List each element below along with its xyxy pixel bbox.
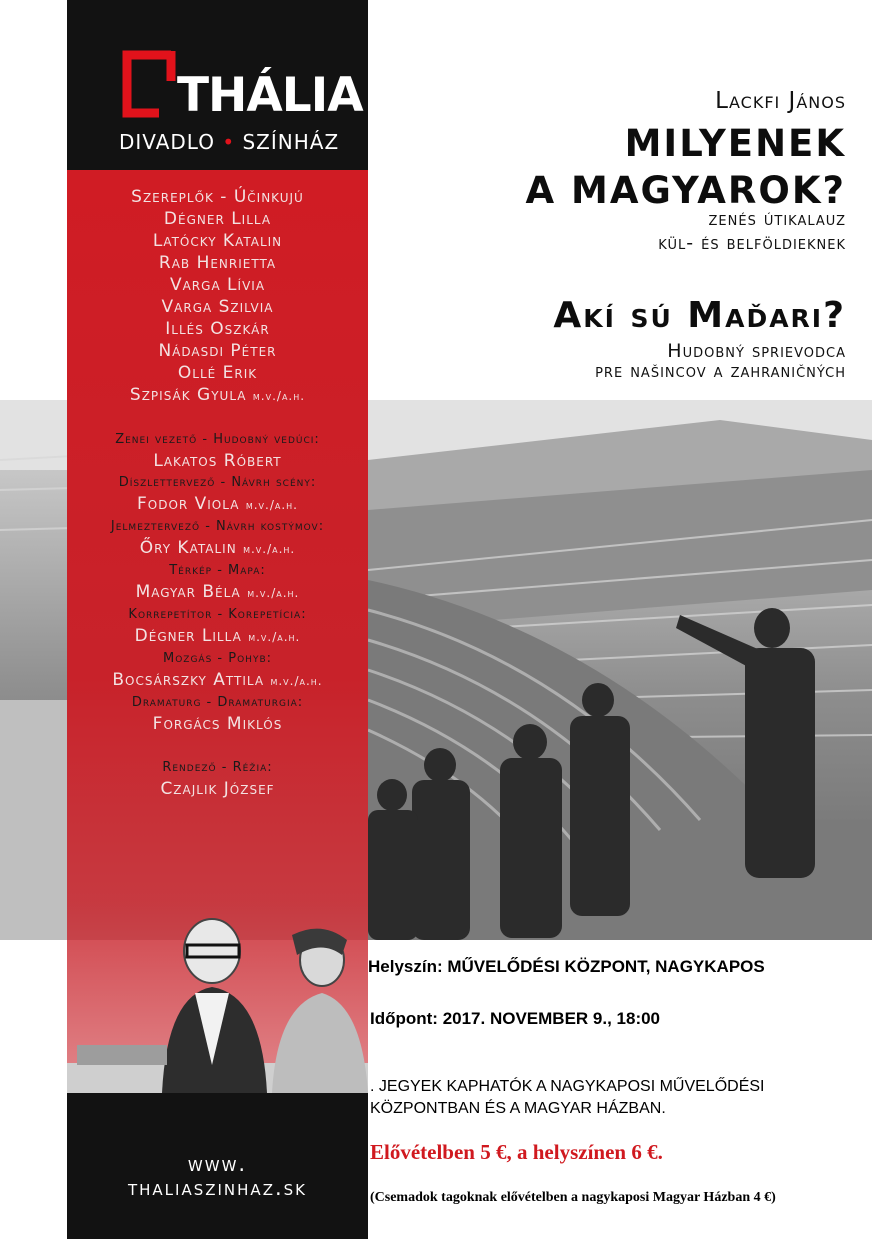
cast-member: Dégner Lilla (163, 209, 272, 229)
ticket-info: . JEGYEK KAPHATÓK A NAGYKAPOSI MŰVELŐDÉSI KÖZPONTBAN ÉS A MAGYAR HÁZBAN. (370, 1078, 765, 1117)
subtitle-hu-line1: zenés útikalauz (708, 208, 846, 230)
logo-sub-right: SZÍNHÁZ (242, 130, 340, 154)
crew-name (67, 669, 368, 692)
date-time: Időpont: 2017. NOVEMBER 9., 18:00 (370, 1009, 661, 1028)
guest-suffix: m.v./a.h. (247, 586, 300, 600)
cast-member-name: Szpisák Gyula (129, 385, 247, 405)
crew-role: Díszlettervező - Návrh scény: (118, 475, 317, 490)
crew-name (67, 493, 368, 516)
thalia-logo-icon (119, 45, 181, 119)
crew-name-text: Bocsárszky Attila (112, 670, 265, 690)
subtitle-sk-line2: pre našincov a zahraničných (595, 360, 846, 382)
crew-name (67, 625, 368, 648)
logo-sub-left: DIVADLO (119, 130, 215, 154)
website-line2: thaliaszinhaz.sk (127, 1176, 308, 1200)
crew-role: Térkép - Mapa: (169, 563, 266, 578)
logo-name: THÁLIA (177, 68, 363, 123)
cast-member: Varga Lívia (169, 275, 266, 295)
author: Lackfi János (715, 88, 846, 114)
crew-name-text: Dégner Lilla (134, 626, 242, 646)
director-name: Czajlik József (160, 779, 275, 799)
credits-list (67, 186, 368, 800)
subtitle-sk-line1: Hudobný sprievodca (667, 340, 846, 362)
crew-role: Dramaturg - Dramaturgia: (131, 695, 304, 710)
crew-name (67, 713, 368, 735)
cast-member: Illés Oszkár (165, 319, 270, 339)
title-hu-line1: MILYENEK (624, 122, 846, 165)
crew-name-text: Fodor Viola (136, 494, 240, 514)
cast-member-guest (67, 384, 368, 407)
cast-member: Nádasdi Péter (158, 341, 277, 361)
crew-role: Mozgás - Pohyb: (162, 651, 272, 666)
logo-subtitle (119, 130, 340, 154)
guest-suffix: m.v./a.h. (248, 630, 301, 644)
price: Elővételben 5 €, a helyszínen 6 €. (370, 1140, 663, 1164)
actors-photo (67, 915, 368, 1093)
subtitle-hu-line2: kül- és belföldieknek (658, 232, 846, 254)
logo-panel (67, 0, 368, 170)
logo-sub-dot: • (222, 130, 236, 154)
title-sk: Akí sú Maďari? (553, 295, 846, 336)
cast-role: Szereplők - Účinkujú (131, 187, 304, 207)
crew-name (67, 537, 368, 560)
title-hu-line2: A MAGYAROK? (525, 169, 846, 212)
event-info (368, 940, 872, 1239)
crew-name-text: Forgács Miklós (152, 714, 283, 734)
director-role: Rendező - Réžia: (162, 760, 273, 775)
crew-role: Zenei vezető - Hudobný vedúci: (115, 432, 320, 447)
cast-member: Varga Szilvia (161, 297, 274, 317)
website-line1: www. (187, 1152, 248, 1176)
guest-suffix: m.v./a.h. (252, 389, 306, 403)
website[interactable] (67, 1152, 368, 1200)
crew-name-text: Magyar Béla (135, 582, 241, 602)
cast-member: Latócky Katalin (152, 231, 283, 251)
crew-name (67, 450, 368, 472)
crew-name-text: Őry Katalin (139, 538, 237, 558)
cast-member: Ollé Erik (177, 363, 258, 383)
cast-member: Rab Henrietta (158, 253, 277, 273)
guest-suffix: m.v./a.h. (243, 542, 296, 556)
guest-suffix: m.v./a.h. (245, 498, 298, 512)
crew-name-text: Lakatos Róbert (153, 451, 282, 471)
venue: Helyszín: MŰVELŐDÉSI KÖZPONT, NAGYKAPOS (368, 957, 765, 976)
crew-role: Korrepetítor - Korepetícia: (128, 607, 307, 622)
crew-role: Jelmeztervező - Návrh kostýmov: (110, 519, 325, 534)
member-discount-note: (Csemadok tagoknak elővételben a nagykaposi Magyar Házban 4 €) (370, 1190, 776, 1205)
guest-suffix: m.v./a.h. (270, 674, 323, 688)
credits-column (67, 0, 368, 1239)
crew-name (67, 581, 368, 604)
